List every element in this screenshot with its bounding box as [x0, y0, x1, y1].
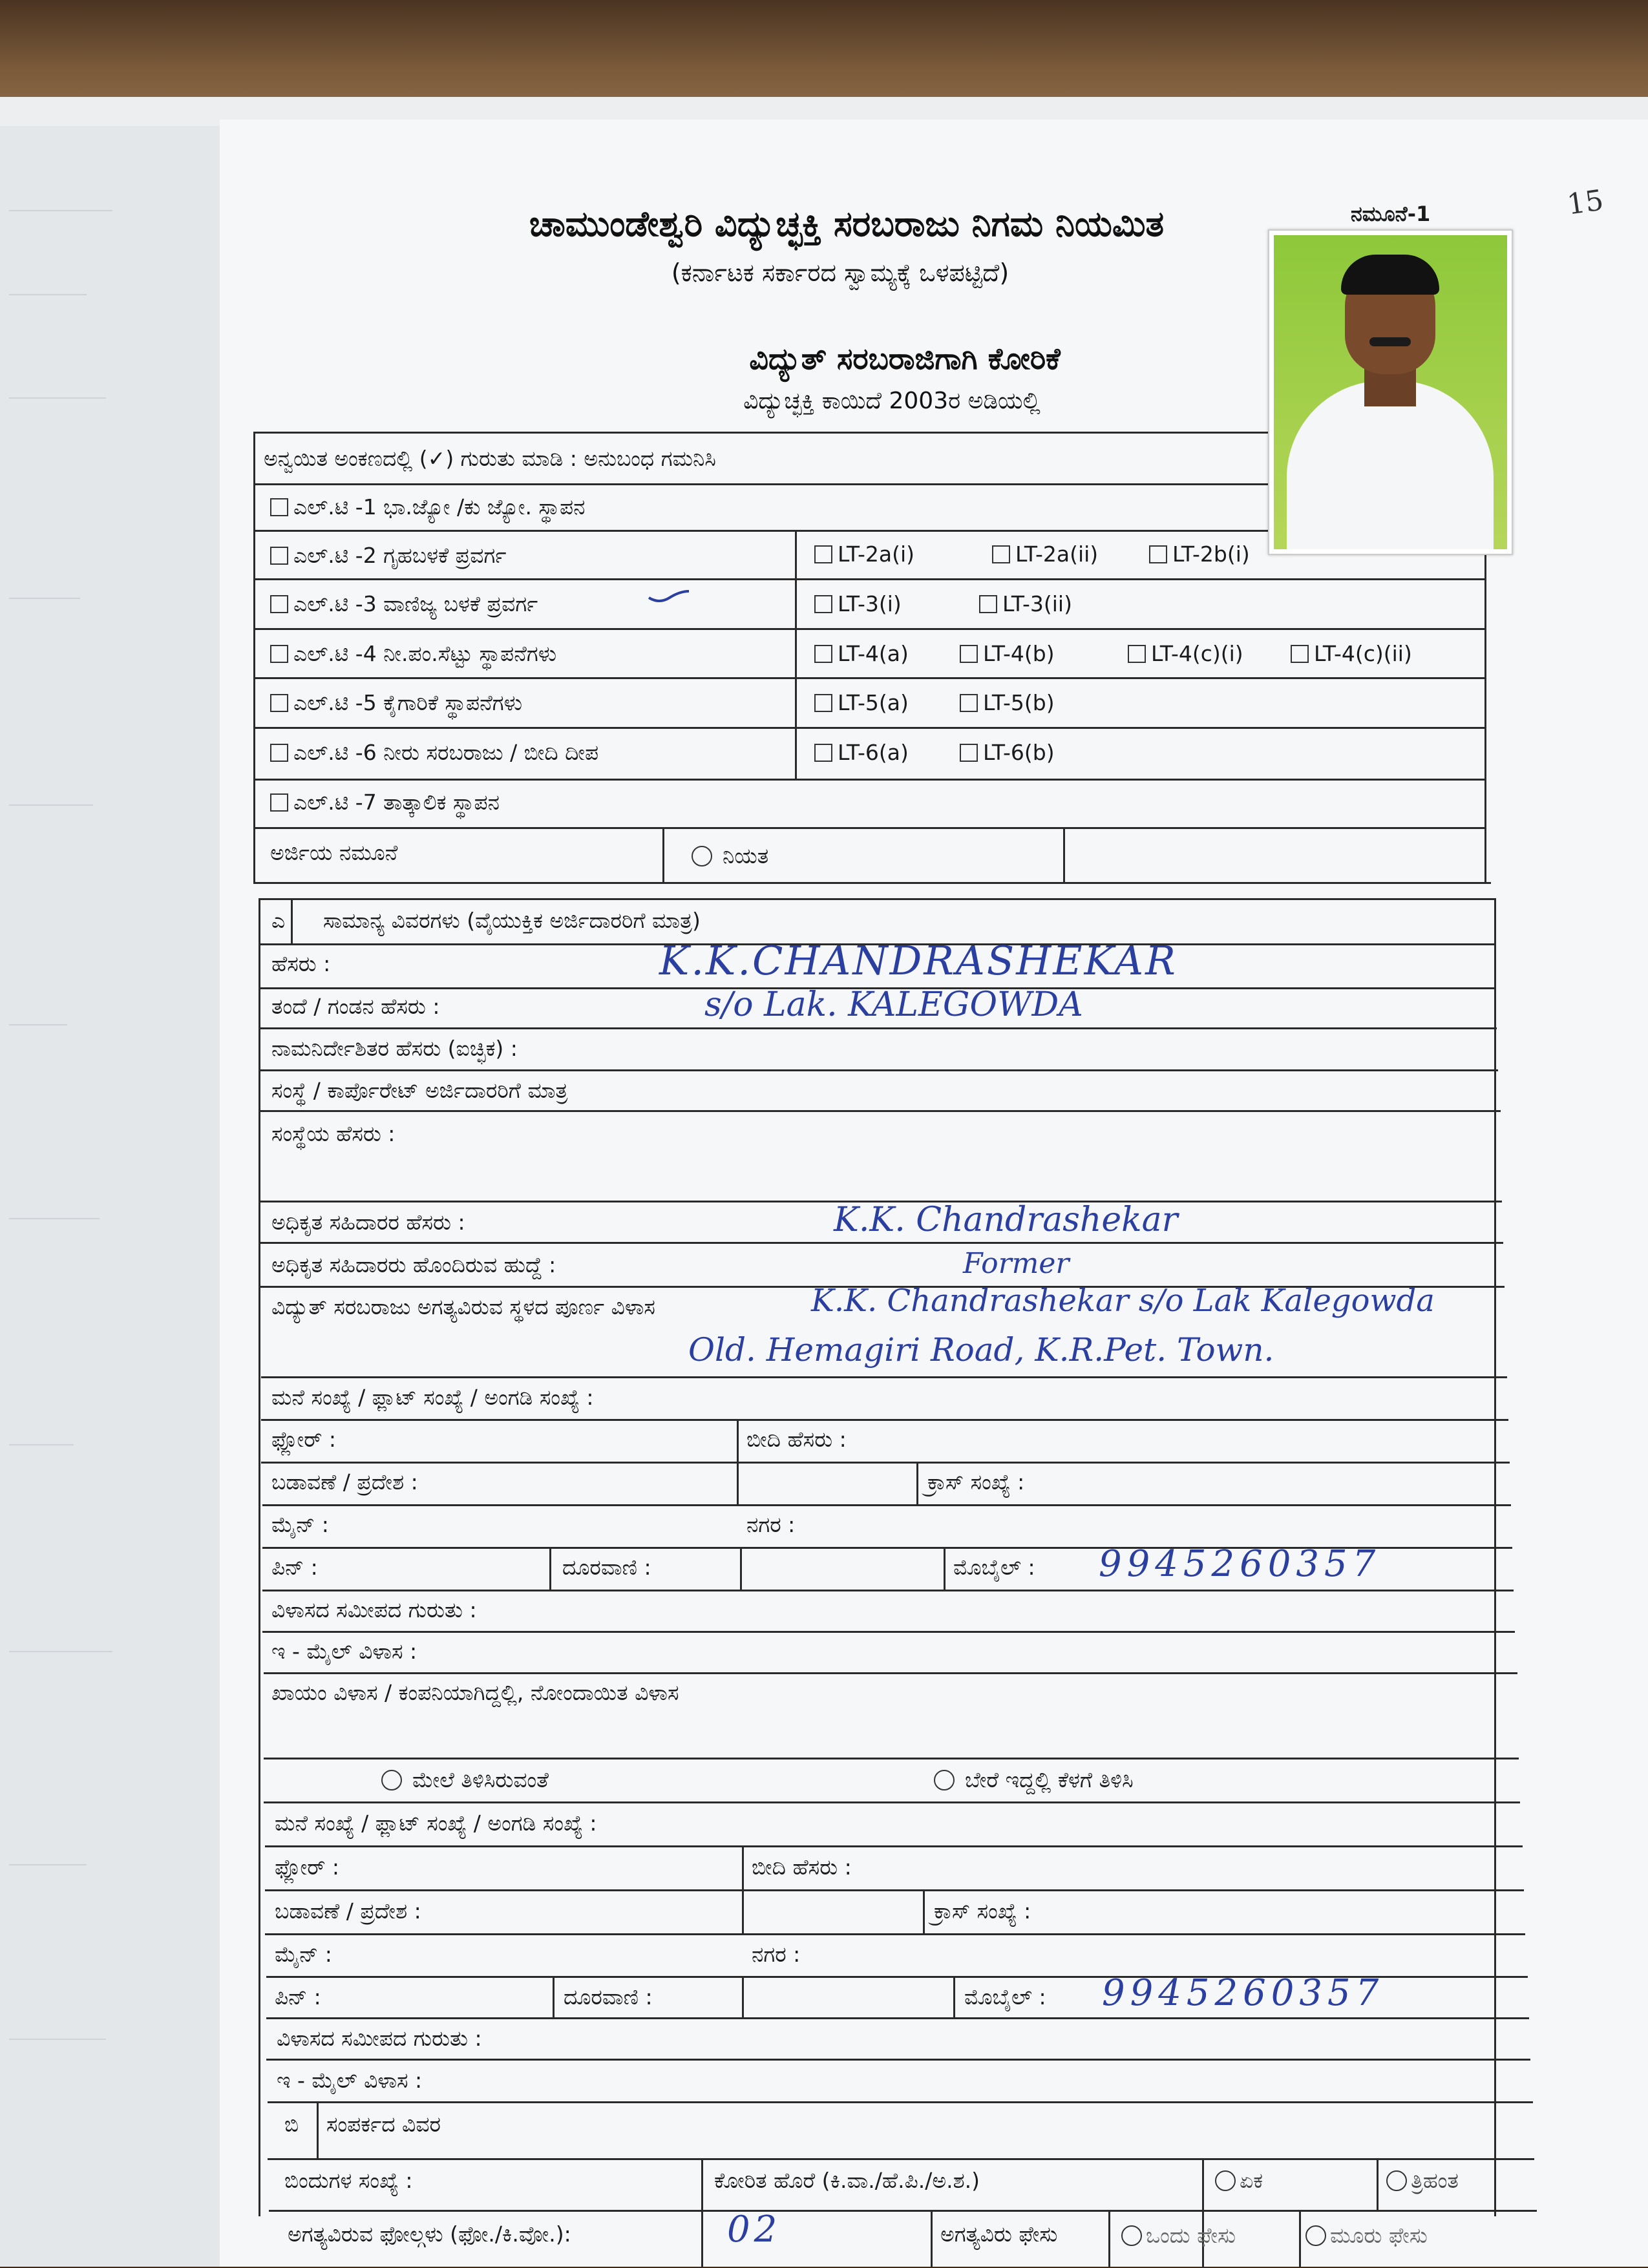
if-other-radio[interactable]: [934, 1770, 955, 1790]
category-lt4[interactable]: ಎಲ್.ಟಿ -4 ನೀ.ಪಂ.ಸೆಟ್ಟು ಸ್ಥಾಪನೆಗಳು: [270, 641, 556, 667]
mobile-value[interactable]: 9945260357: [1099, 1543, 1381, 1585]
load-label: ಕೋರಿತ ಹೊರೆ (ಕಿ.ವಾ./ಹೆ.ಪಿ./ಅ.ಶ.): [714, 2168, 980, 2193]
perm-area-label: ಬಡಾವಣೆ / ಪ್ರದೇಶ :: [275, 1898, 421, 1924]
cross-label: ಕ್ರಾಸ್ ಸಂಖ್ಯೆ :: [927, 1469, 1025, 1495]
lt2b-i-checkbox[interactable]: [1149, 545, 1167, 563]
mobile-label: ಮೊಬೈಲ್ :: [953, 1555, 1035, 1580]
auth-name-label: ಅಧಿಕೃತ ಸಹಿದಾರರ ಹೆಸರು :: [271, 1210, 465, 1235]
lt3-i-checkbox[interactable]: [814, 595, 832, 613]
perm-pin-label: ಪಿನ್ :: [275, 1984, 321, 2010]
category-lt5[interactable]: ಎಲ್.ಟಿ -5 ಕೈಗಾರಿಕೆ ಸ್ಥಾಪನೆಗಳು: [270, 690, 522, 716]
option-lt4b[interactable]: LT-4(b): [960, 641, 1055, 666]
page-number: 15: [1565, 184, 1606, 222]
lt7-checkbox[interactable]: [270, 793, 288, 812]
section-a-tag: ಎ: [271, 908, 286, 933]
lt4c-ii-checkbox[interactable]: [1291, 645, 1309, 663]
option-lt3-i[interactable]: LT-3(i): [814, 591, 902, 616]
same-as-above-radio[interactable]: [381, 1770, 402, 1790]
option-lt6a[interactable]: LT-6(a): [814, 740, 909, 765]
option-lt2a-ii[interactable]: LT-2a(ii): [992, 541, 1098, 567]
section-b-title: ಸಂಪರ್ಕದ ವಿವರ: [326, 2112, 441, 2137]
landmark-label: ವಿಳಾಸದ ಸಮೀಪದ ಗುರುತು :: [271, 1597, 477, 1622]
form-number: ನಮೂನೆ-1: [1351, 202, 1431, 226]
area-label: ಬಡಾವಣೆ / ಪ್ರದೇಶ :: [271, 1469, 418, 1495]
option-lt4a[interactable]: LT-4(a): [814, 641, 909, 666]
perm-street-label: ಬೀದಿ ಹೆಸರು :: [752, 1854, 852, 1880]
same-as-above-option[interactable]: ಮೇಲೆ ತಿಳಿಸಿರುವಂತೆ: [381, 1767, 549, 1793]
lt4a-checkbox[interactable]: [814, 645, 832, 663]
supply-address-line2[interactable]: Old. Hemagiri Road, K.R.Pet. Town.: [688, 1331, 1274, 1369]
father-value[interactable]: s/o Lak. KALEGOWDA: [704, 985, 1083, 1024]
option-lt4c-ii[interactable]: LT-4(c)(ii): [1291, 641, 1412, 666]
name-label: ಹೆಸರು :: [271, 951, 331, 976]
main-label: ಮೈನ್ :: [271, 1512, 329, 1537]
org-name-label: ಸಂಸ್ಥೆಯ ಹೆಸರು :: [271, 1121, 396, 1146]
lt5a-checkbox[interactable]: [814, 694, 832, 712]
phase-label: ಅಗತ್ಯವಿರು ಫೇಸು: [940, 2221, 1058, 2247]
lt4b-checkbox[interactable]: [960, 645, 978, 663]
option-lt5a[interactable]: LT-5(a): [814, 690, 909, 715]
lt2a-ii-checkbox[interactable]: [992, 545, 1010, 563]
perm-email-label: ಇ - ಮೈಲ್ ವಿಳಾಸ :: [277, 2068, 423, 2093]
single-phase-radio[interactable]: [1215, 2170, 1236, 2191]
section-a-title: ಸಾಮಾನ್ಯ ವಿವರಗಳು (ವೈಯುಕ್ತಿಕ ಅರ್ಜಿದಾರರಿಗೆ ಮಾತ್ರ): [323, 908, 701, 933]
application-type-label: ಅರ್ಜಿಯ ನಮೂನೆ: [270, 840, 398, 865]
lt4c-i-checkbox[interactable]: [1128, 645, 1146, 663]
option-lt6b[interactable]: LT-6(b): [960, 740, 1055, 765]
form-title: ವಿದ್ಯುತ್ ಸರಬರಾಜಿಗಾಗಿ ಕೋರಿಕೆ: [749, 341, 1061, 376]
installations-label: ಬಿಂದುಗಳ ಸಂಖ್ಯೆ :: [284, 2168, 413, 2193]
perm-house-number-label: ಮನೆ ಸಂಖ್ಯೆ / ಫ್ಲಾಟ್ ಸಂಖ್ಯೆ / ಅಂಗಡಿ ಸಂಖ್ಯೆ :: [275, 1811, 597, 1836]
background-desk: [0, 0, 1648, 113]
instruction-text: ಅನ್ವಯಿತ ಅಂಕಣದಲ್ಲಿ (✓) ಗುರುತು ಮಾಡಿ : ಅನುಬಂಧ ಗಮನಿಸಿ: [264, 446, 716, 471]
single-phase-supply[interactable]: ಒಂದು ಫೇಸು: [1121, 2223, 1236, 2249]
category-lt6[interactable]: ಎಲ್.ಟಿ -6 ನೀರು ಸರಬರಾಜು / ಬೀದಿ ದೀಪ: [270, 740, 598, 766]
lt1-checkbox[interactable]: [270, 498, 288, 516]
email-label: ಇ - ಮೈಲ್ ವಿಳಾಸ :: [271, 1639, 417, 1664]
lt4-checkbox[interactable]: [270, 645, 288, 663]
three-phase-supply[interactable]: ಮೂರು ಫೇಸು: [1305, 2223, 1428, 2249]
poles-value[interactable]: 02: [727, 2209, 781, 2251]
poles-label: ಅಗತ್ಯವಿರುವ ಫೋಲ್ಗಳು (ಫೋ./ಕಿ.ವೋ.):: [288, 2221, 571, 2247]
lt2-checkbox[interactable]: [270, 547, 288, 565]
category-lt2[interactable]: ಎಲ್.ಟಿ -2 ಗೃಹಬಳಕೆ ಪ್ರವರ್ಗ: [270, 543, 506, 569]
option-lt2b-i[interactable]: LT-2b(i): [1149, 541, 1250, 567]
category-lt7[interactable]: ಎಲ್.ಟಿ -7 ತಾತ್ಕಾಲಿಕ ಸ್ಥಾಪನ: [270, 790, 500, 815]
floor-label: ಫ್ಲೋರ್ :: [271, 1427, 337, 1452]
perm-floor-label: ಫ್ಲೋರ್ :: [275, 1854, 340, 1880]
section-b-tag: ಬಿ: [284, 2112, 299, 2137]
perm-mobile-value[interactable]: 9945260357: [1102, 1972, 1384, 2014]
if-other-option[interactable]: ಬೇರೆ ಇದ್ದಲ್ಲಿ ಕೆಳಗೆ ತಿಳಿಸಿ: [934, 1767, 1134, 1793]
applicant-photo: [1268, 229, 1513, 555]
perm-main-label: ಮೈನ್ :: [275, 1942, 332, 1967]
auth-post-label: ಅಧಿಕೃತ ಸಹಿದಾರರು ಹೊಂದಿರುವ ಹುದ್ದೆ :: [271, 1252, 556, 1277]
option-lt3-ii[interactable]: LT-3(ii): [979, 591, 1072, 616]
lt5b-checkbox[interactable]: [960, 694, 978, 712]
tick-mark-lt3: [646, 585, 692, 604]
three-phase-supply-radio[interactable]: [1305, 2225, 1326, 2246]
street-label: ಬೀದಿ ಹೆಸರು :: [746, 1427, 847, 1452]
auth-post-value[interactable]: Former: [963, 1247, 1070, 1280]
category-lt3[interactable]: ಎಲ್.ಟಿ -3 ವಾಣಿಜ್ಯ ಬಳಕೆ ಪ್ರವರ್ಗ: [270, 591, 538, 617]
company-title: ಚಾಮುಂಡೇಶ್ವರಿ ವಿದ್ಯುಚ್ಛಕ್ತಿ ಸರಬರಾಜು ನಿಗಮ ನಿಯಮಿತ: [529, 204, 1165, 244]
auth-name-value[interactable]: K.K. Chandrashekar: [834, 1201, 1178, 1239]
name-value[interactable]: K.K.CHANDRASHEKAR: [659, 937, 1178, 984]
lt3-ii-checkbox[interactable]: [979, 595, 997, 613]
corporate-label: ಸಂಸ್ಥೆ / ಕಾರ್ಪೊರೇಟ್ ಅರ್ಜಿದಾರರಿಗೆ ಮಾತ್ರ: [271, 1078, 568, 1103]
supply-address-label: ವಿದ್ಯುತ್ ಸರಬರಾಜು ಅಗತ್ಯವಿರುವ ಸ್ಥಳದ ಪೂರ್ಣ ವಿಳಾಸ: [271, 1294, 655, 1319]
single-phase-supply-radio[interactable]: [1121, 2225, 1142, 2246]
perm-city-label: ನಗರ :: [752, 1942, 801, 1967]
three-phase-radio[interactable]: [1386, 2170, 1407, 2191]
lt2a-i-checkbox[interactable]: [814, 545, 832, 563]
perm-cross-label: ಕ್ರಾಸ್ ಸಂಖ್ಯೆ :: [934, 1898, 1031, 1924]
father-label: ತಂದೆ / ಗಂಡನ ಹೆಸರು :: [271, 994, 440, 1019]
pin-label: ಪಿನ್ :: [271, 1555, 318, 1580]
single-phase-option[interactable]: ಏಕ: [1215, 2168, 1263, 2194]
lt3-checkbox[interactable]: [270, 595, 288, 613]
lt5-checkbox[interactable]: [270, 694, 288, 712]
act-line: ವಿದ್ಯುಚ್ಛಕ್ತಿ ಕಾಯಿದೆ 2003ರ ಅಡಿಯಲ್ಲಿ: [743, 388, 1041, 414]
permanent-address-label: ಖಾಯಂ ವಿಳಾಸ / ಕಂಪನಿಯಾಗಿದ್ದಲ್ಲಿ, ನೋಂದಾಯಿತ ವಿಳಾಸ: [271, 1680, 679, 1705]
application-type-regular[interactable]: ನಿಯತ: [692, 843, 768, 869]
lt6b-checkbox[interactable]: [960, 744, 978, 762]
lt6-checkbox[interactable]: [270, 744, 288, 762]
city-label: ನಗರ :: [746, 1512, 796, 1537]
house-number-label: ಮನೆ ಸಂಖ್ಯೆ / ಫ್ಲಾಟ್ ಸಂಖ್ಯೆ / ಅಂಗಡಿ ಸಂಖ್ಯೆ :: [271, 1385, 594, 1410]
supply-address-line1[interactable]: K.K. Chandrashekar s/o Lak Kalegowda: [811, 1283, 1435, 1319]
company-subtitle: (ಕರ್ನಾಟಕ ಸರ್ಕಾರದ ಸ್ವಾಮ್ಯಕ್ಕೆ ಒಳಪಟ್ಟಿದೆ): [671, 258, 1009, 287]
option-lt2a-i[interactable]: LT-2a(i): [814, 541, 914, 567]
adjacent-page: [0, 126, 222, 2267]
category-lt1[interactable]: ಎಲ್.ಟಿ -1 ಭಾ.ಜ್ಯೋ /ಕು ಜ್ಯೋ. ಸ್ಥಾಪನ: [270, 494, 586, 520]
phone-label: ದೂರವಾಣಿ :: [562, 1555, 651, 1580]
perm-landmark-label: ವಿಳಾಸದ ಸಮೀಪದ ಗುರುತು :: [277, 2026, 482, 2051]
perm-mobile-label: ಮೊಬೈಲ್ :: [964, 1984, 1046, 2010]
option-lt5b[interactable]: LT-5(b): [960, 690, 1055, 715]
lt6a-checkbox[interactable]: [814, 744, 832, 762]
nominee-label: ನಾಮನಿರ್ದೇಶಿತರ ಹೆಸರು (ಐಚ್ಛಿಕ) :: [271, 1036, 518, 1061]
three-phase-option[interactable]: ತ್ರಿಹಂತ: [1386, 2168, 1459, 2194]
option-lt4c-i[interactable]: LT-4(c)(i): [1128, 641, 1243, 666]
perm-phone-label: ದೂರವಾಣಿ :: [564, 1984, 653, 2010]
regular-radio[interactable]: [692, 846, 712, 866]
